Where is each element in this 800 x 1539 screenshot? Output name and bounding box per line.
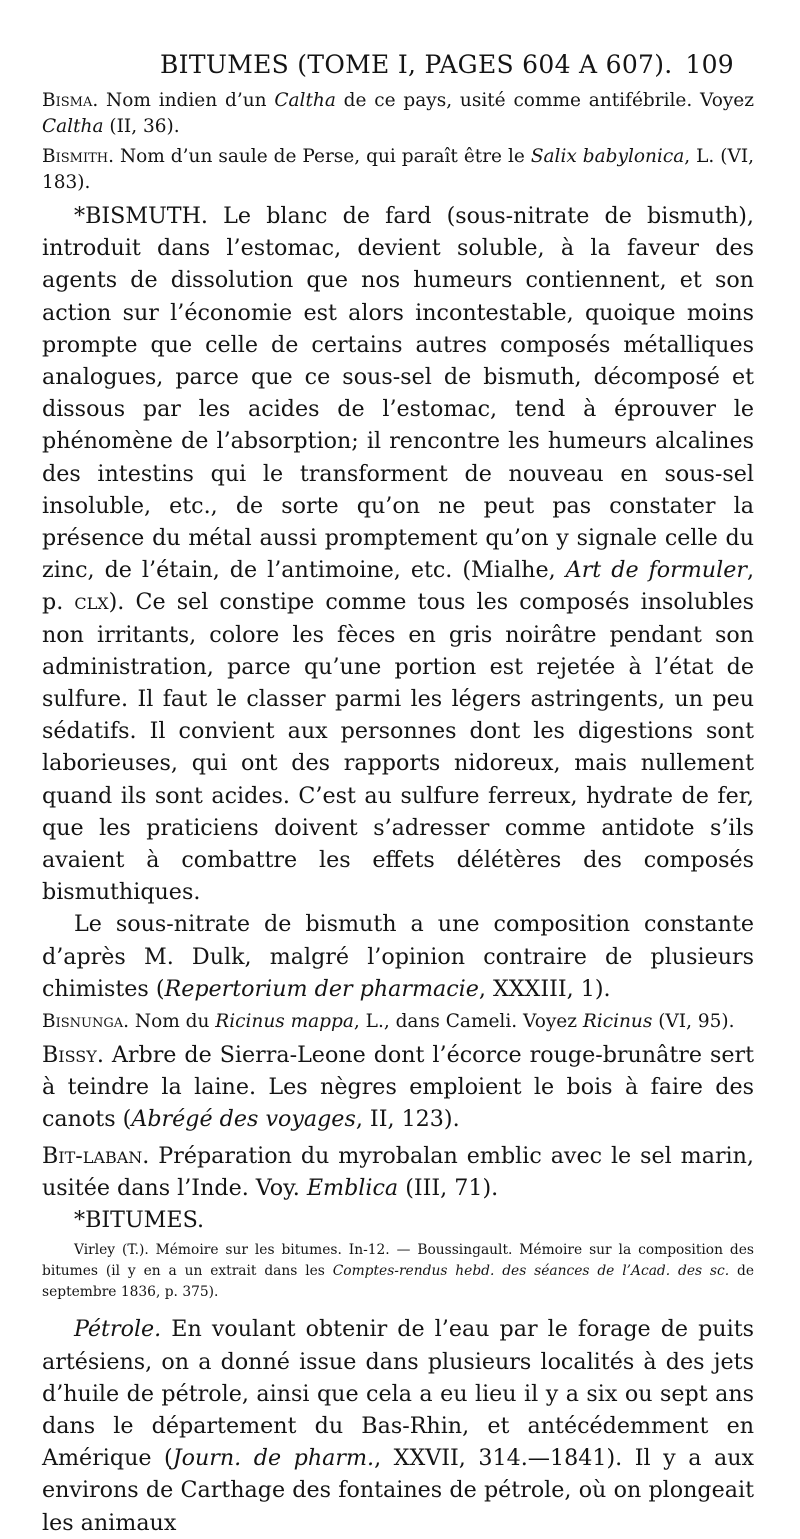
entry-bismuth-paragraph-2: Le sous-nitrate de bismuth a une composition constante d’après M. Dulk, malgré l’opinion contraire de plusieurs chimistes (Repertorium der pharmacie, XXXIII, 1). xyxy=(42,911,754,1002)
entry-petrole: Pétrole. En voulant obtenir de l’eau par le forage de puits artésiens, on a donné issue dans plusieurs localités à des jets d’huile de pétrole, ainsi que cela a eu lieu il y a six ou sept ans dans le département du Bas-Rhin, et antécédemment en Amérique (Journ. de pharm., XXVII, 314.—1841). Il y a aux environs de Carthage des fontaines de pétrole, où on plongeait les animaux xyxy=(42,1316,754,1536)
entry-headword: Bisma. xyxy=(42,90,99,111)
page-number: 109 xyxy=(685,50,734,79)
entry-headword: Bissy. xyxy=(42,1042,104,1069)
entry-bissy: Bissy. Arbre de Sierra-Leone dont l’écorce rouge-brunâtre sert à teindre la laine. Les nègres emploient le bois à faire des canots (Abrégé des voyages, II, 123). xyxy=(42,1042,754,1133)
entry-bismith: Bismith. Nom d’un saule de Perse, qui paraît être le Salix babylonica, L. (VI, 183). xyxy=(42,146,755,193)
entry-bit-laban: Bit-laban. Préparation du myrobalan emblic avec le sel marin, usitée dans l’Inde. Voy. Emblica (III, 71). xyxy=(42,1142,754,1201)
subheading-petrole: Pétrole. xyxy=(74,1316,162,1343)
page-header xyxy=(160,50,740,84)
running-title: BITUMES (TOME I, PAGES 604 A 607). xyxy=(160,50,673,79)
entry-bitumes-heading: *BITUMES. xyxy=(74,1207,205,1234)
bibliography-note: Virley (T.). Mémoire sur les bitumes. In-12. — Boussingault. Mémoire sur la composition des bitumes (il y en a un extrait dans les Comptes-rendus hebd. des séances de l’Acad. des sc. de septembre 1836, p. 375). xyxy=(42,1242,754,1301)
page-body xyxy=(42,88,754,1539)
entry-bisnunga: Bisnunga. Nom du Ricinus mappa, L., dans Cameli. Voyez Ricinus (VI, 95). xyxy=(42,1011,735,1033)
entry-bismuth: *BISMUTH. Le blanc de fard (sous-nitrate de bismuth), introduit dans l’estomac, devient soluble, à la faveur des agents de dissolution que nos humeurs contiennent, et son action sur l’économie est alors incontestable, quoique moins prompte que celle de certains autres composés métalliques analogues, parce que ce sous-sel de bismuth, décomposé et dissous par les acides de l’estomac, tend à éprouver le phénomène de l’absorption; il rencontre les humeurs alcalines des intestins qui le transforment de nouveau en sous-sel insoluble, etc., de sorte qu’on ne peut pas constater la présence du métal aussi promptement qu’on y signale celle du zinc, de l’étain, de l’antimoine, etc. (Mialhe, Art de formuler, p. clx). Ce sel constipe comme tous les composés insolubles non irritants, colore les fèces en gris noirâtre pendant son administration, parce qu’une portion est rejetée à l’état de sulfure. Il faut le classer parmi les légers astringents, un peu sédatifs. Il convient aux personnes dont les digestions sont laborieuses, qui ont des rapports nidoreux, mais nullement quand ils sont acides. C’est au sulfure ferreux, hydrate de fer, que les praticiens doivent s’adresser comme antidote s’ils avaient à combattre les effets délétères des composés bismuthiques. xyxy=(42,203,754,906)
entry-headword: Bit-laban. xyxy=(42,1142,150,1169)
entry-bisma: Bisma. Nom indien d’un Caltha de ce pays, usité comme antifébrile. Voyez Caltha (II, 36). xyxy=(42,90,755,137)
entry-headword: *BISMUTH. xyxy=(74,203,208,229)
entry-headword: Bismith. xyxy=(42,146,114,167)
entry-headword: Bisnunga. xyxy=(42,1011,129,1033)
